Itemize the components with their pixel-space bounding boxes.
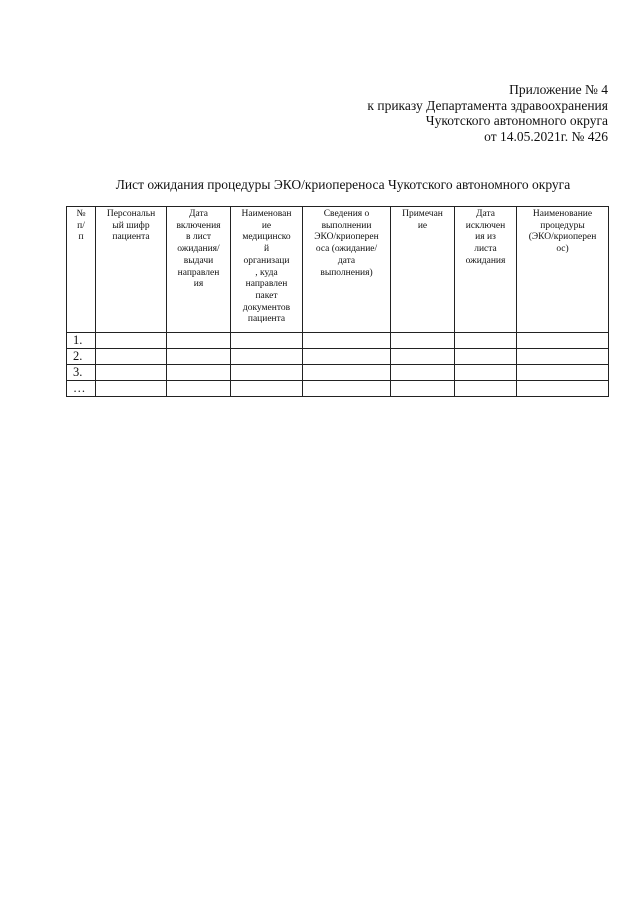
header-text-line: Примечан — [402, 209, 443, 219]
header-text-line: Дата — [476, 209, 495, 219]
header-text-line: Дата — [189, 209, 208, 219]
header-text-line: ожидания/ — [177, 244, 220, 255]
table-cell — [231, 349, 303, 365]
header-text-line: выдачи — [183, 255, 214, 266]
table-cell — [391, 365, 455, 381]
table-cell — [303, 333, 391, 349]
table-row — [67, 349, 609, 365]
header-text-line: выполнении — [321, 220, 372, 231]
row-number: 1. — [67, 333, 96, 349]
table-header-row — [67, 207, 609, 333]
table-cell — [96, 381, 167, 397]
column-header-number — [67, 207, 96, 333]
header-text-line: организаци — [243, 255, 290, 266]
header-text-line: Персональн — [106, 209, 156, 219]
table-cell — [303, 381, 391, 397]
header-text-line: направлен — [177, 267, 220, 278]
table-cell — [231, 333, 303, 349]
table-row — [67, 381, 609, 397]
table-cell — [167, 349, 231, 365]
row-number: … — [67, 381, 96, 397]
table-cell — [455, 333, 517, 349]
header-text-line: № — [76, 209, 86, 219]
table-cell — [167, 365, 231, 381]
table-cell — [303, 365, 391, 381]
order-reference: к приказу Департамента здравоохранения — [367, 97, 608, 113]
table-cell — [391, 381, 455, 397]
column-header-medical-organization — [231, 207, 303, 333]
table-cell — [167, 333, 231, 349]
waiting-list-table — [66, 206, 609, 397]
appendix-header — [367, 82, 608, 144]
header-text-line: ия из — [475, 232, 496, 243]
column-header-patient-code — [96, 207, 167, 333]
header-text-line: направлен — [245, 279, 288, 290]
header-text-line: включения — [176, 220, 221, 231]
table-cell — [455, 365, 517, 381]
header-text-line: Сведения о — [323, 209, 370, 219]
table-row — [67, 365, 609, 381]
header-text-line: ЭКО/криоперен — [314, 232, 379, 243]
header-text-line: ие — [417, 220, 428, 231]
table-cell — [455, 381, 517, 397]
header-text-line: в лист — [185, 232, 212, 243]
region-name: Чукотского автономного округа — [425, 113, 608, 128]
row-number: 2. — [67, 349, 96, 365]
document-title: Лист ожидания процедуры ЭКО/криопереноса Чукотского автономного округа — [115, 177, 571, 192]
table-cell — [517, 349, 609, 365]
row-number: 3. — [67, 365, 96, 381]
header-text-line: ос) — [556, 244, 569, 255]
column-header-exclusion-date — [455, 207, 517, 333]
header-text-line: пациента — [112, 232, 150, 243]
table-cell — [96, 365, 167, 381]
header-text-line: п/ — [77, 220, 85, 231]
table-cell — [96, 349, 167, 365]
header-text-line: й — [263, 244, 270, 255]
header-text-line: пациента — [247, 314, 286, 325]
column-header-procedure-info — [303, 207, 391, 333]
header-text-line: , куда — [255, 267, 278, 278]
table-cell — [391, 333, 455, 349]
table-cell — [231, 381, 303, 397]
table-cell — [517, 333, 609, 349]
table-cell — [167, 381, 231, 397]
header-text-line: ый шифр — [112, 220, 150, 231]
header-text-line: исключен — [465, 220, 506, 231]
table-cell — [96, 333, 167, 349]
header-text-line: Наименование — [532, 209, 593, 219]
header-text-line: ожидания — [465, 255, 506, 266]
table-cell — [231, 365, 303, 381]
header-text-line: выполнения) — [320, 267, 373, 278]
table-cell — [303, 349, 391, 365]
header-text-line: оса (ожидание/ — [315, 244, 378, 255]
header-text-line: медицинско — [242, 232, 291, 243]
order-date: от 14.05.2021г. № 426 — [484, 128, 608, 144]
appendix-number: Приложение № 4 — [509, 82, 608, 97]
header-text-line: дата — [337, 255, 356, 266]
column-header-inclusion-date — [167, 207, 231, 333]
table-cell — [455, 349, 517, 365]
column-header-procedure-name — [517, 207, 609, 333]
header-text-line: пакет — [255, 290, 278, 301]
table-cell — [517, 365, 609, 381]
header-text-line: п — [78, 232, 84, 243]
header-text-line: Наименован — [241, 209, 292, 219]
header-text-line: документов — [242, 302, 291, 313]
header-text-line: (ЭКО/криоперен — [528, 232, 597, 243]
header-text-line: листа — [474, 244, 497, 255]
table-cell — [391, 349, 455, 365]
header-text-line: ие — [261, 220, 272, 231]
table-cell — [517, 381, 609, 397]
column-header-note — [391, 207, 455, 333]
header-text-line: процедуры — [540, 220, 585, 231]
table-row — [67, 333, 609, 349]
header-text-line: ия — [193, 279, 204, 290]
